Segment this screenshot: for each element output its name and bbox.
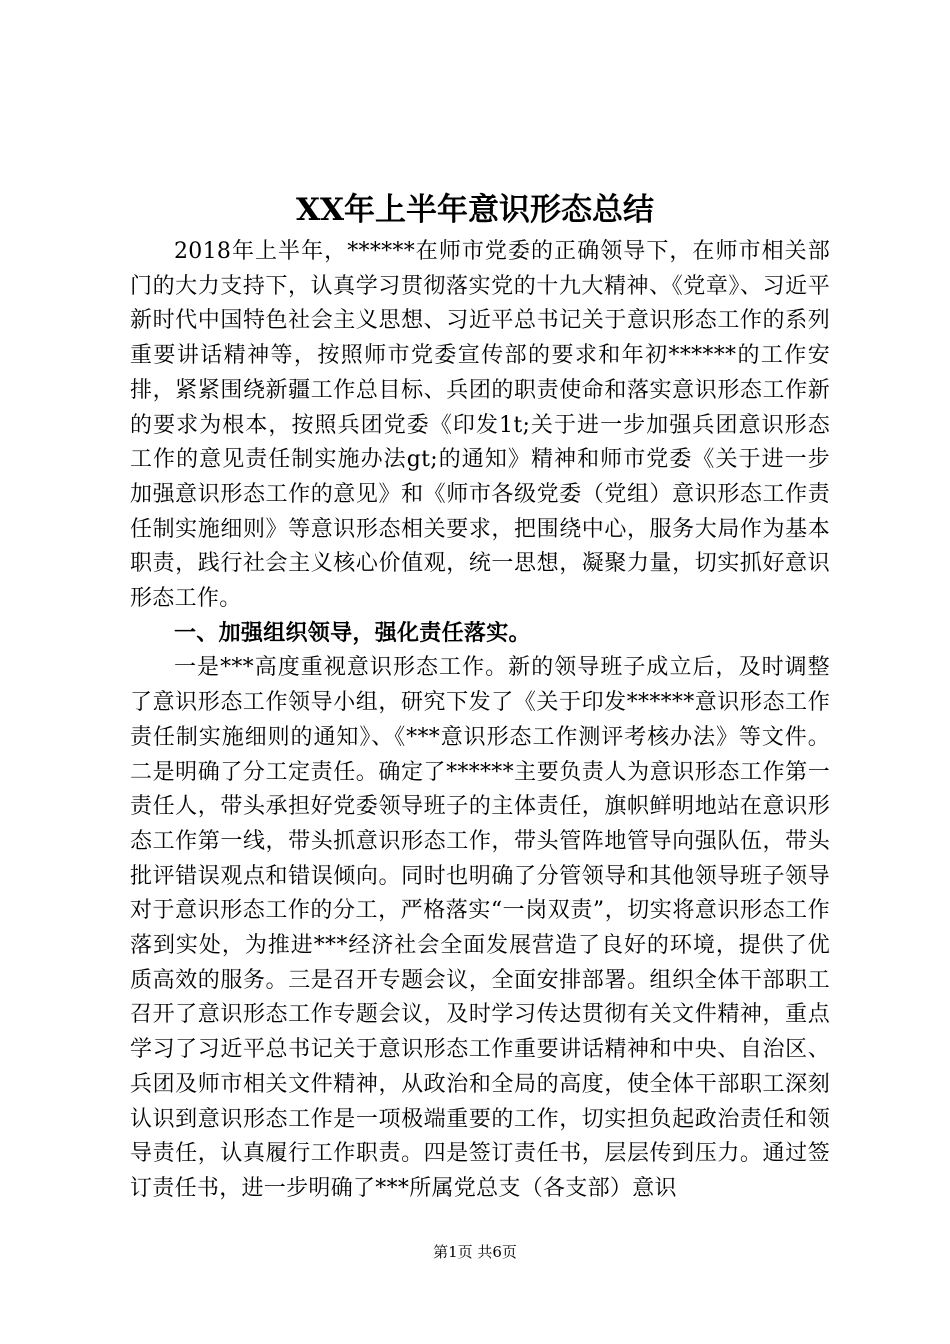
document-body bbox=[130, 235, 830, 1207]
intro-paragraph: 2018年上半年，******在师市党委的正确领导下，在师市相关部门的大力支持下，认真学习贯彻落实党的十九大精神、《党章》、习近平新时代中国特色社会主义思想、习近平总书记关于意识形态工作的系列重要讲话精神等，按照师市党委宣传部的要求和年初******的工作安排，紧紧围绕新疆工作总目标、兵团的职责使命和落实意识形态工作新的要求为根本，按照兵团党委《印发1t;关于进一步加强兵团意识形态工作的意见责任制实施办法gt;的通知》精神和师市党委《关于进一步加强意识形态工作的意见》和《师市各级党委（党组）意识形态工作责任制实施细则》等意识形态相关要求，把围绕中心，服务大局作为基本职责，践行社会主义核心价值观，统一思想，凝聚力量，切实抓好意识形态工作。 bbox=[130, 239, 830, 612]
page-footer: 第1页 共6页 bbox=[433, 1243, 517, 1261]
document-title: XX年上半年意识形态总结 bbox=[295, 192, 655, 228]
section-heading: 一、加强组织领导，强化责任落实。 bbox=[174, 620, 531, 646]
section-paragraph: 一是***高度重视意识形态工作。新的领导班子成立后，及时调整了意识形态工作领导小组，研究下发了《关于印发******意识形态工作责任制实施细则的通知》、《***意识形态工作测评考核办法》等文件。二是明确了分工定责任。确定了******主要负责人为意识形态工作第一责任人，带头承担好党委领导班子的主体责任，旗帜鲜明地站在意识形态工作第一线，带头抓意识形态工作，带头管阵地管导向强队伍，带头批评错误观点和错误倾向。同时也明确了分管领导和其他领导班子领导对于意识形态工作的分工，严格落实“一岗双责”，切实将意识形态工作落到实处，为推进***经济社会全面发展营造了良好的环境，提供了优质高效的服务。三是召开专题会议，全面安排部署。组织全体干部职工召开了意识形态工作专题会议，及时学习传达贯彻有关文件精神，重点学习了习近平总书记关于意识形态工作重要讲话精神和中央、自治区、兵团及师市相关文件精神，从政治和全局的高度，使全体干部职工深刻认识到意识形态工作是一项极端重要的工作，切实担负起政治责任和领导责任，认真履行工作职责。四是签订责任书，层层传到压力。通过签订责任书，进一步明确了***所属党总支（各支部）意识 bbox=[130, 655, 830, 1201]
